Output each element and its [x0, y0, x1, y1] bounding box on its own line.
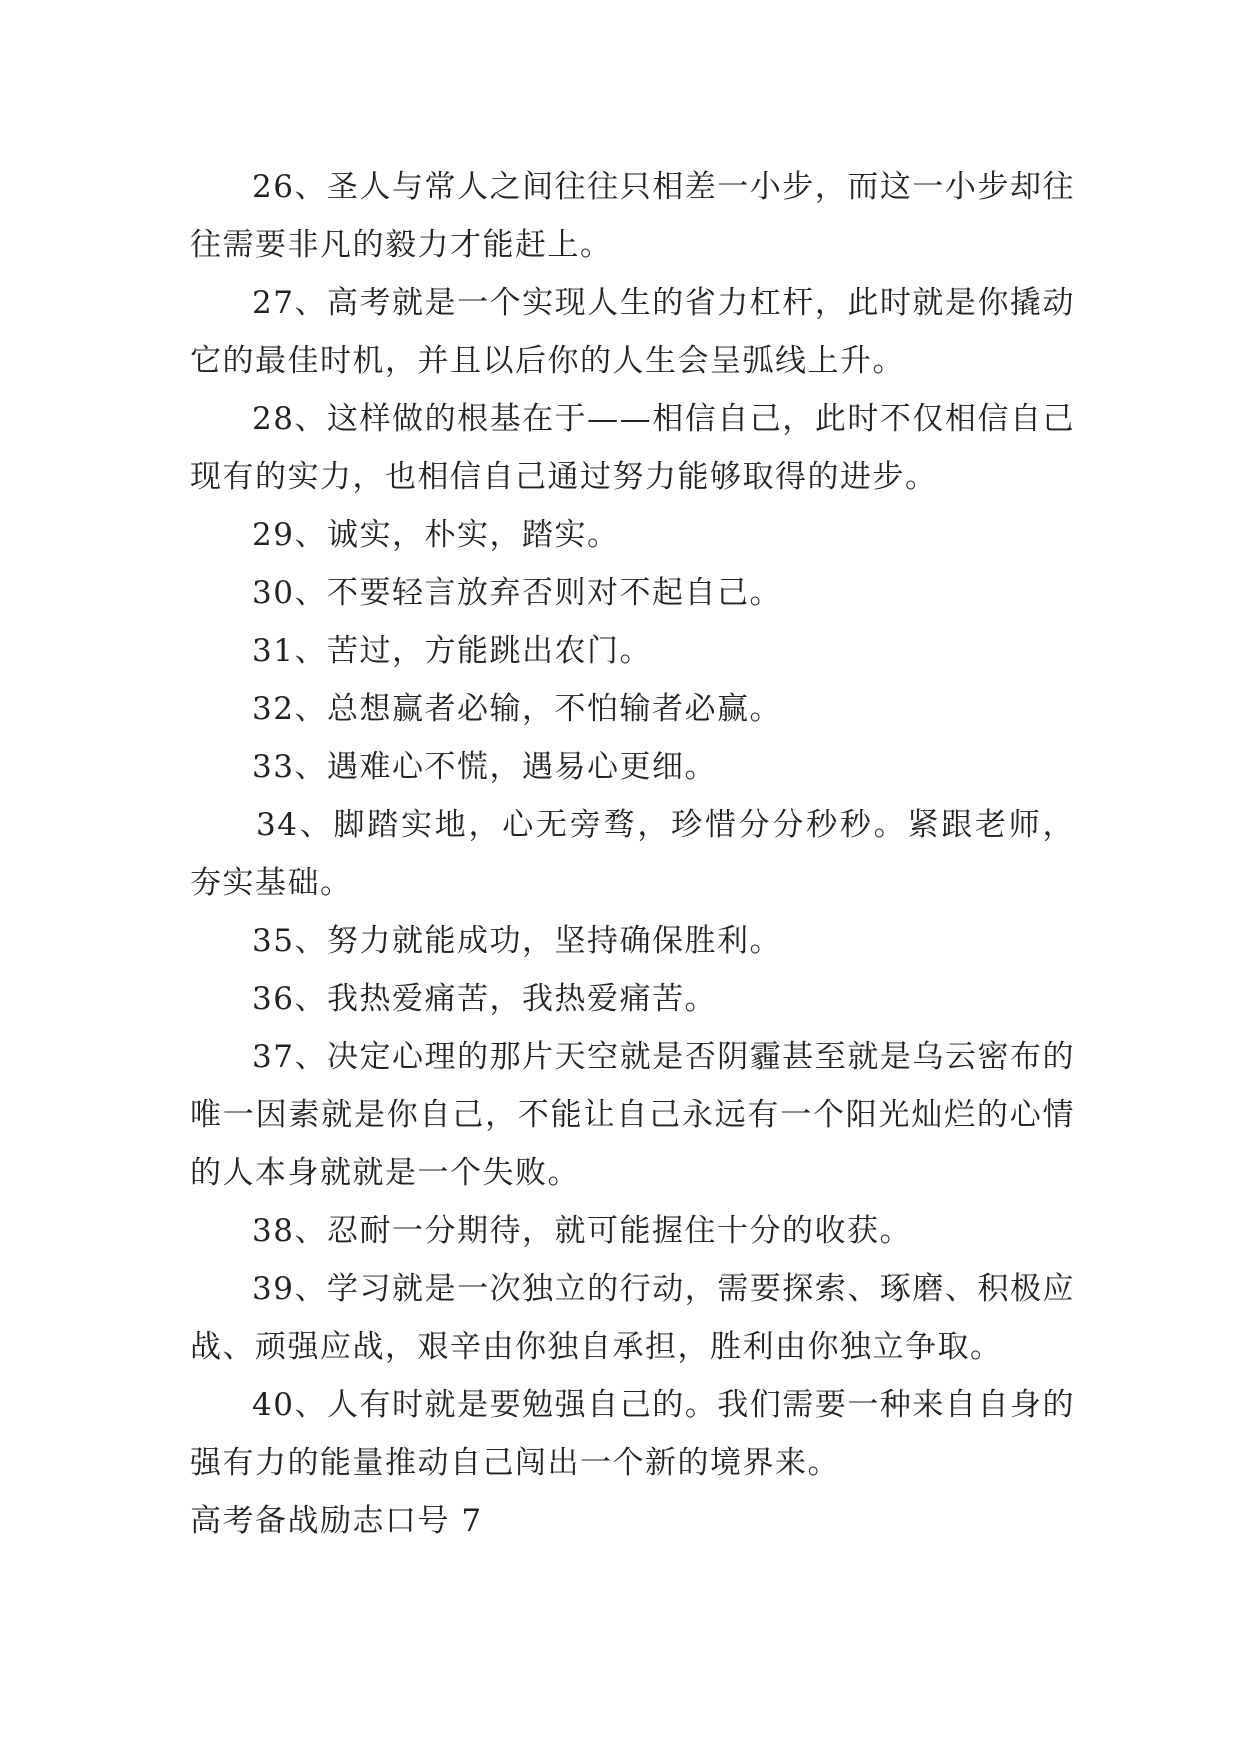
slogan-item-35: 35、努力就能成功，坚持确保胜利。	[252, 923, 782, 959]
slogan-item-28: 28、这样做的根基在于——相信自己，此时不仅相信自己现有的实力，也相信自己通过努力能够取得的进步。	[190, 401, 1075, 495]
slogan-item-29: 29、诚实，朴实，踏实。	[252, 517, 620, 553]
slogan-item-39: 39、学习就是一次独立的行动，需要探索、琢磨、积极应战、顽强应战，艰辛由你独自承担，胜利由你独立争取。	[190, 1271, 1075, 1365]
slogan-item-30: 30、不要轻言放弃否则对不起自己。	[252, 575, 782, 611]
slogan-item-34: 34、脚踏实地，心无旁骛，珍惜分分秒秒。紧跟老师，夯实基础。	[190, 807, 1075, 901]
document-body	[190, 158, 1075, 1550]
slogan-item-37: 37、决定心理的那片天空就是否阴霾甚至就是乌云密布的唯一因素就是你自己，不能让自己永远有一个阳光灿烂的心情的人本身就就是一个失败。	[190, 1039, 1075, 1191]
slogan-item-40: 40、人有时就是要勉强自己的。我们需要一种来自自身的强有力的能量推动自己闯出一个新的境界来。	[190, 1387, 1075, 1481]
slogan-item-27: 27、高考就是一个实现人生的省力杠杆，此时就是你撬动它的最佳时机，并且以后你的人生会呈弧线上升。	[190, 285, 1075, 379]
slogan-item-31: 31、苦过，方能跳出农门。	[252, 633, 652, 669]
slogan-item-32: 32、总想赢者必输，不怕输者必赢。	[252, 691, 782, 727]
section-heading: 高考备战励志口号 7	[190, 1503, 483, 1539]
slogan-item-26: 26、圣人与常人之间往往只相差一小步，而这一小步却往往需要非凡的毅力才能赶上。	[190, 169, 1075, 263]
slogan-item-38: 38、忍耐一分期待，就可能握住十分的收获。	[252, 1213, 912, 1249]
slogan-item-33: 33、遇难心不慌，遇易心更细。	[252, 749, 717, 785]
slogan-item-36: 36、我热爱痛苦，我热爱痛苦。	[252, 981, 717, 1017]
